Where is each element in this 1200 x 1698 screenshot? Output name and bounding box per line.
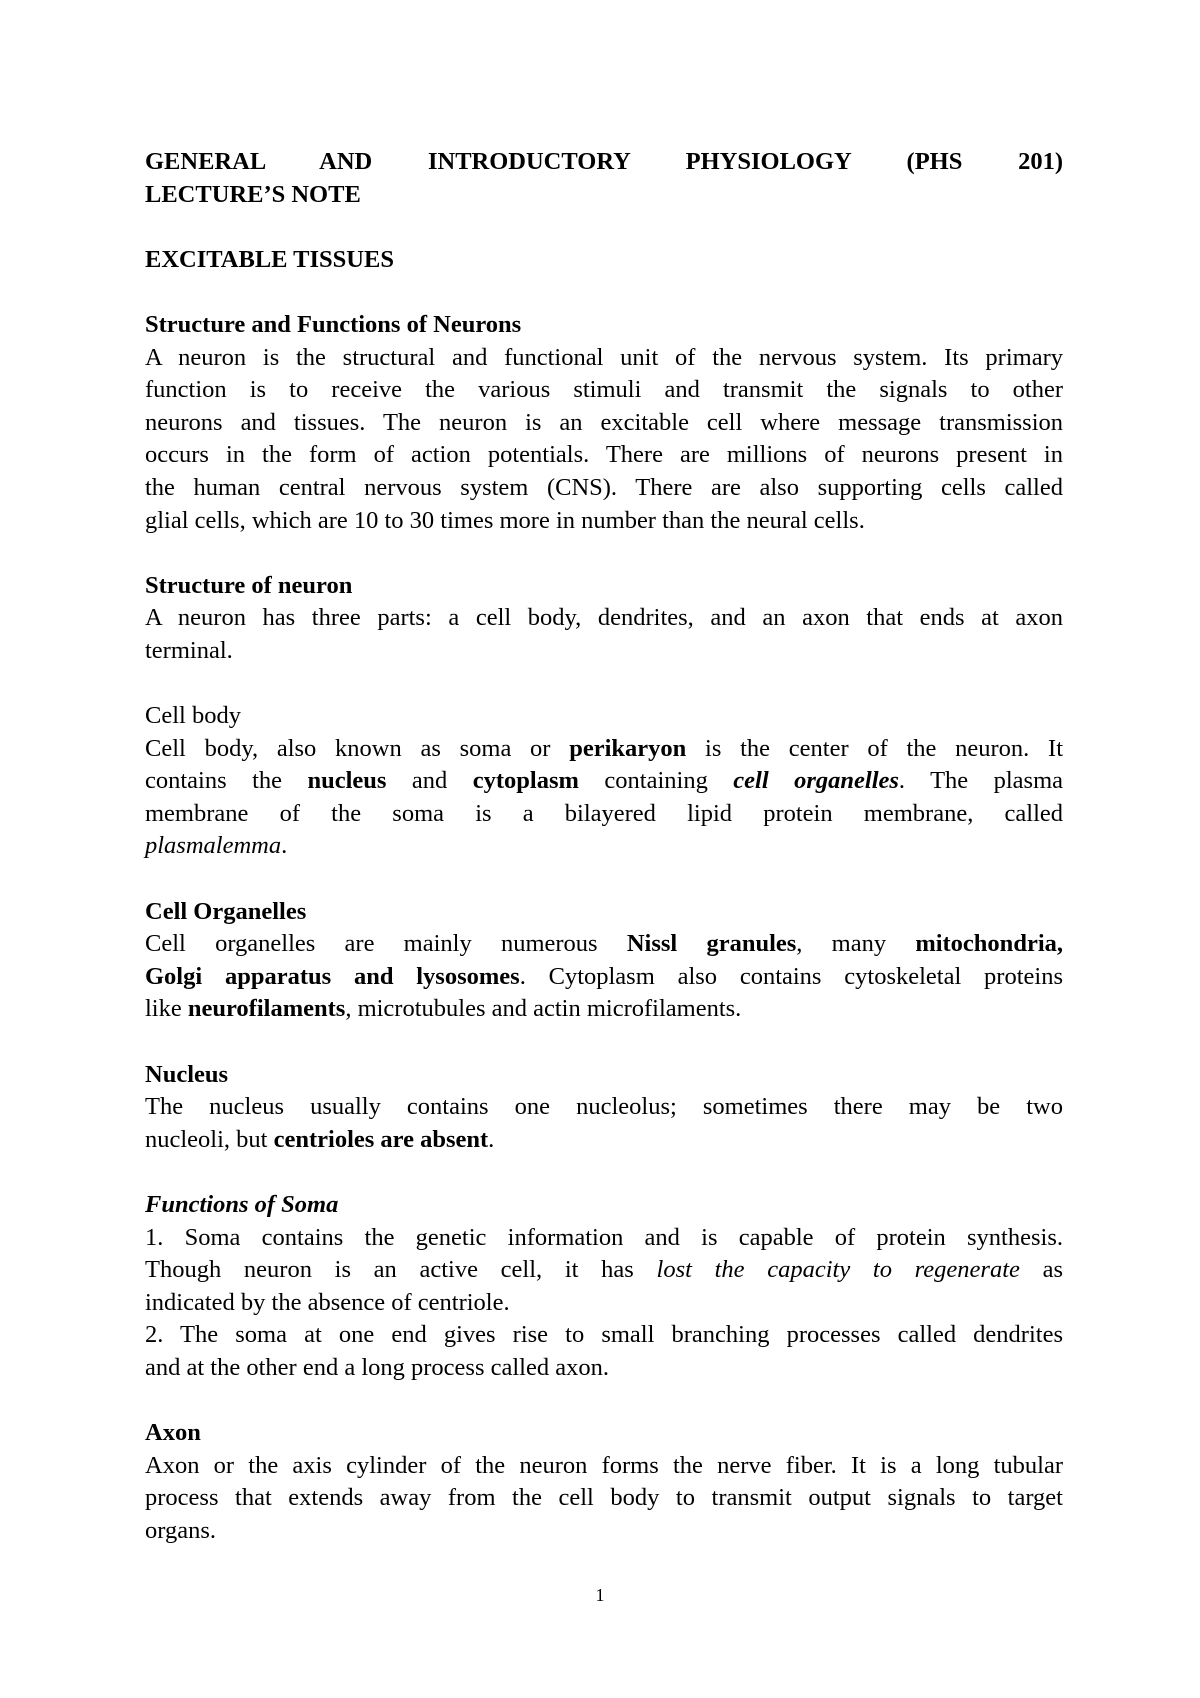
nucleus-line: The nucleus usually contains one nucleolus; sometimes there may be two <box>145 1093 1063 1121</box>
page-content <box>145 146 1063 1548</box>
neurons-heading: Structure and Functions of Neurons <box>145 310 522 338</box>
neurons-line: function is to receive the various stimuli and transmit the signals to other <box>145 376 1063 404</box>
page-title <box>145 146 1063 211</box>
title-line-2: LECTURE’S NOTE <box>145 180 361 208</box>
axon-heading: Axon <box>145 1419 201 1447</box>
neurons-line: glial cells, which are 10 to 30 times more in number than the neural cells. <box>145 506 865 534</box>
cell-body-line: Cell body, also known as soma or perikaryon is the center of the neuron. It <box>145 734 1064 762</box>
soma-functions-line: Though neuron is an active cell, it has lost the capacity to regenerate as <box>145 1256 1063 1284</box>
axon-line: process that extends away from the cell body to transmit output signals to target <box>145 1484 1063 1512</box>
soma-functions-line: 2. The soma at one end gives rise to small branching processes called dendrites <box>145 1321 1063 1349</box>
structure-heading: Structure of neuron <box>145 571 353 599</box>
soma-functions-heading: Functions of Soma <box>145 1191 339 1218</box>
nucleus-section <box>145 1059 1063 1157</box>
cell-body-line: plasmalemma. <box>145 832 288 860</box>
nucleus-heading: Nucleus <box>145 1060 229 1088</box>
neurons-line: A neuron is the structural and functional unit of the nervous system. Its primary <box>145 343 1063 371</box>
neurons-line: the human central nervous system (CNS). There are also supporting cells called <box>145 473 1063 501</box>
nucleus-line: nucleoli, but centrioles are absent. <box>145 1125 495 1153</box>
cell-body-section <box>145 700 1063 863</box>
neurons-line: neurons and tissues. The neuron is an excitable cell where message transmission <box>145 408 1063 436</box>
neurons-section <box>145 309 1063 537</box>
structure-section <box>145 570 1063 668</box>
organelles-section <box>145 896 1063 1026</box>
section-heading: EXCITABLE TISSUES <box>145 245 394 273</box>
soma-functions-section <box>145 1189 1063 1385</box>
organelles-line: like neurofilaments, microtubules and actin microfilaments. <box>145 995 742 1023</box>
cell-body-heading: Cell body <box>145 702 241 730</box>
organelles-line: Cell organelles are mainly numerous Nissl granules, many mitochondria, <box>145 930 1063 958</box>
axon-section <box>145 1417 1063 1547</box>
structure-line: terminal. <box>145 636 233 664</box>
page-number: 1 <box>595 1585 605 1605</box>
title-line-1: GENERAL AND INTRODUCTORY PHYSIOLOGY (PHS 201) <box>145 148 1063 175</box>
organelles-heading: Cell Organelles <box>145 897 307 925</box>
soma-functions-line: 1. Soma contains the genetic information and is capable of protein synthesis. <box>145 1223 1063 1251</box>
cell-body-line: contains the nucleus and cytoplasm containing cell organelles. The plasma <box>145 767 1064 795</box>
soma-functions-line: indicated by the absence of centriole. <box>145 1288 510 1316</box>
axon-line: Axon or the axis cylinder of the neuron forms the nerve fiber. It is a long tubular <box>145 1451 1063 1479</box>
cell-body-line: membrane of the soma is a bilayered lipid protein membrane, called <box>145 799 1063 827</box>
axon-line: organs. <box>145 1516 216 1544</box>
soma-functions-line: and at the other end a long process called axon. <box>145 1353 609 1381</box>
neurons-line: occurs in the form of action potentials. There are millions of neurons present in <box>145 441 1063 469</box>
structure-line: A neuron has three parts: a cell body, dendrites, and an axon that ends at axon <box>145 604 1063 632</box>
organelles-line: Golgi apparatus and lysosomes. Cytoplasm also contains cytoskeletal proteins <box>145 962 1063 990</box>
